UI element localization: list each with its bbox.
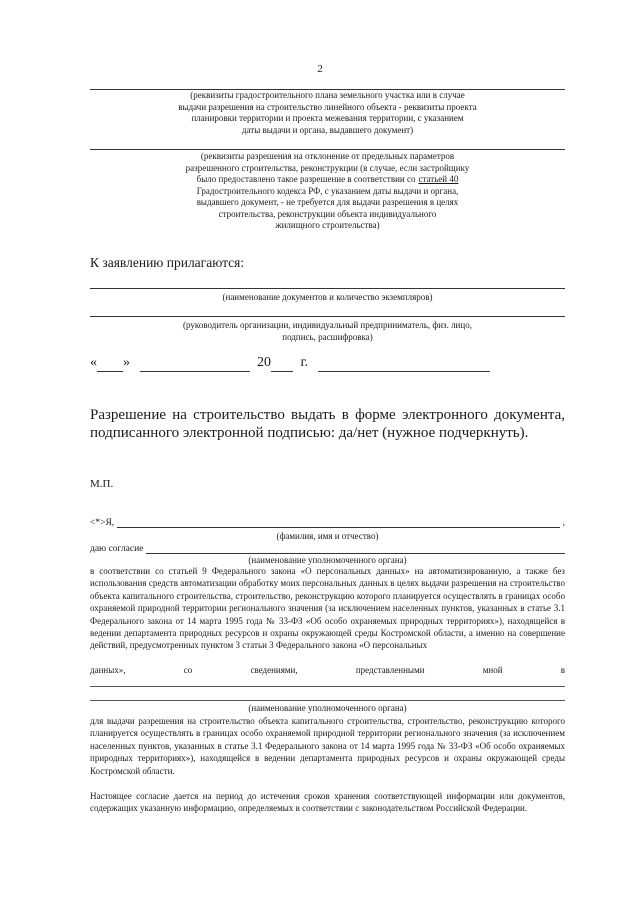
consent-fio-line — [90, 517, 565, 528]
date-close-quote: » — [123, 355, 130, 370]
year-blank[interactable] — [271, 355, 293, 372]
documents-line — [90, 288, 565, 289]
electronic-permit-text: Разрешение на строительство выдать в форме электронного документа, подписанного электронной подписью: да/нет (нужное подчеркнуть). — [90, 407, 565, 441]
give-consent-label: даю согласие — [90, 544, 144, 554]
consent-paragraph-3: Настоящее согласие дается на период до истечения сроков хранения соответствующей информации или документов, содержащих указанную информацию, определяемых в соответствии с законодательством Российской Федерации. — [90, 791, 565, 814]
deviation-permit-line — [90, 149, 565, 150]
consent-comma: , — [562, 518, 565, 528]
gpzu-details-caption: (реквизиты градостроительного плана земельного участка или в случае выдачи разрешения на строительство линейного объекта - реквизиты проекта планировки территории и проекта межевания территории, с указанием даты выдачи и органа, выдавшего документ) — [178, 90, 477, 135]
fio-blank[interactable] — [117, 517, 559, 528]
consent-paragraph-1: в соответствии со статьей 9 Федерального закона «О персональных данных» на автоматизированную, а также без использования средств автоматизации обработку моих персональных данных в целях выдачи разрешения на строительство объекта капитального строительства, строительство, реконструкцию которого планируется осуществлять в границах особо охраняемой природной территории регионального значения (за исключением населенных пунктов, указанных в статье 3.1 Федерального закона от 14 марта 1995 года № 33-ФЗ «Об особо охраняемых природных территориях»), находящейся в ведении департамента природных ресурсов и охраны окружающей среды Костромской области, а именно на совершение действий, предусмотренных пунктом 3 статьи 3 Федерального закона «О персональных — [90, 566, 565, 651]
attachments-heading: К заявлению прилагаются: — [90, 255, 245, 270]
month-blank[interactable] — [140, 355, 250, 372]
article-40-link[interactable]: статьей 40 — [418, 174, 459, 184]
authority-blank-2b[interactable] — [90, 700, 565, 701]
date-open-quote: « — [90, 355, 97, 370]
year-prefix: 20 — [257, 355, 271, 370]
seal-mark: М.П. — [90, 478, 114, 490]
authority-caption-1: (наименование уполномоченного органа) — [248, 555, 407, 565]
deviation-permit-caption: (реквизиты разрешения на отклонение от предельных параметров разрешенного строительства, реконструкции (в случае, если застройщику было предоставлено такое разрешение в соответствии со статьей 40 Градостроительного кодекса РФ, с указанием даты выдачи и органа, выдавшего документ, - не требуется для выдачи разрешения в целях строительства, реконструкции объекта индивидуального жилищного строительства) — [185, 151, 470, 230]
signer-caption: (руководитель организации, индивидуальный предприниматель, физ. лицо, подпись, расшифровка) — [183, 320, 472, 342]
give-consent-line — [90, 543, 565, 554]
date-extra-blank[interactable] — [318, 355, 490, 372]
date-line — [90, 355, 490, 372]
documents-caption: (наименование документов и количество экземпляров) — [222, 292, 433, 302]
authority-caption-2: (наименование уполномоченного органа) — [248, 703, 407, 713]
year-suffix: г. — [300, 355, 309, 370]
page-number: 2 — [317, 63, 323, 75]
consent-prefix: <*>Я, — [90, 518, 115, 528]
consent-last-line: данных», со сведениями, представленными мной в — [90, 665, 565, 675]
day-blank[interactable] — [97, 355, 123, 372]
consent-paragraph-2: для выдачи разрешения на строительство объекта капитального строительства, строительство, реконструкцию которого планируется осуществлять в границах особо охраняемой природной территории регионального значения (за исключением населенных пунктов, указанных в статье 3.1 Федерального закона от 14 марта 1995 года № 33-ФЗ «Об особо охраняемых природных территориях»), находящейся в ведении департамента природных ресурсов и охраны окружающей среды Костромской области. — [90, 716, 565, 776]
signer-line — [90, 316, 565, 317]
authority-blank-1[interactable] — [146, 543, 565, 554]
fio-caption: (фамилия, имя и отчество) — [276, 531, 379, 541]
authority-blank-2a[interactable] — [90, 686, 565, 687]
